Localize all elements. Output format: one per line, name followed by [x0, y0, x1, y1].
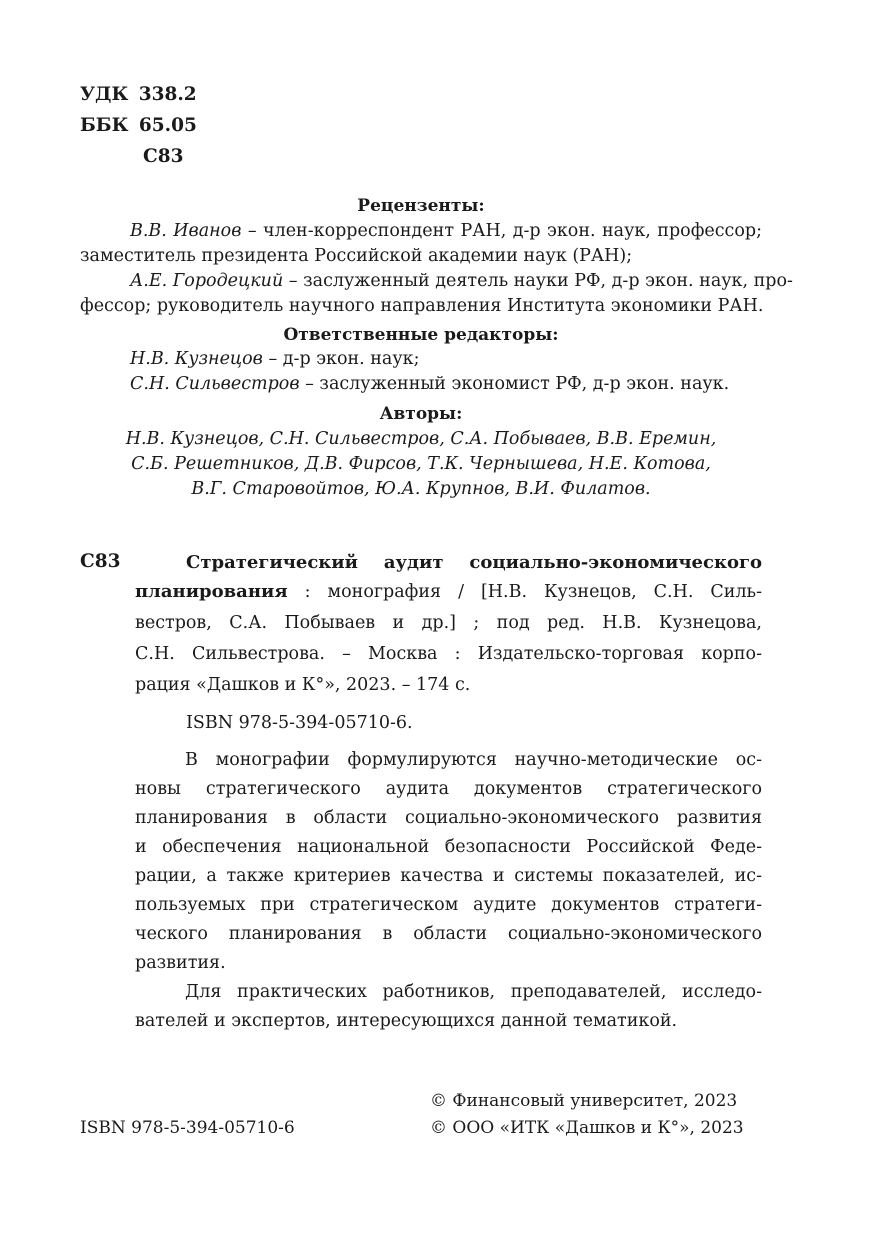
bbk-label: ББК: [80, 115, 129, 136]
footer-isbn: ISBN 978-5-394-05710-6: [80, 1118, 295, 1138]
entry-title-line-2: планирования: [135, 581, 288, 602]
entry-line-3: вестров, С.А. Побываев и др.] ; под ред. Н.В. Кузнецова,: [135, 613, 762, 633]
editor-2: С.Н. Сильвестров – заслуженный экономист РФ, д-р экон. наук.: [130, 374, 730, 394]
annotation-p1-line-4: и обеспечения национальной безопасности Российской Феде-: [135, 837, 762, 857]
editor-2-name: С.Н. Сильвестров: [130, 374, 300, 394]
annotation-p1-line-7: ческого планирования в области социально-экономического: [135, 924, 762, 944]
copyright-publisher: © ООО «ИТК «Дашков и К°», 2023: [430, 1118, 744, 1138]
annotation-p2-line-1: Для практических работников, преподавателей, исследо-: [185, 982, 762, 1002]
editors-heading: Ответственные редакторы:: [283, 325, 559, 345]
entry-line-4: С.Н. Сильвестрова. – Москва : Издательско-торговая корпо-: [135, 644, 762, 664]
entry-mark: С83: [80, 551, 121, 572]
reviewer-1-name: В.В. Иванов: [130, 221, 242, 241]
annotation-p1-line-3: планирования в области социально-экономического развития: [135, 808, 762, 828]
entry-title-line-1: Стратегический аудит социально-экономического: [186, 552, 762, 573]
copyright-university: © Финансовый университет, 2023: [430, 1091, 738, 1111]
author-mark: С83: [143, 146, 184, 167]
annotation-p1-line-1: В монографии формулируются научно-методические ос-: [185, 750, 762, 770]
reviewer-2-line-1: А.Е. Городецкий – заслуженный деятель науки РФ, д-р экон. наук, про-: [130, 271, 793, 291]
annotation-p1-line-5: рации, а также критериев качества и системы показателей, ис-: [135, 866, 762, 886]
reviewers-heading: Рецензенты:: [357, 196, 485, 216]
editor-1-name: Н.В. Кузнецов: [130, 349, 263, 369]
authors-line-3: В.Г. Старовойтов, Ю.А. Крупнов, В.И. Филатов.: [191, 479, 651, 499]
reviewer-2-name: А.Е. Городецкий: [130, 271, 284, 291]
annotation-p1-line-2: новы стратегического аудита документов стратегического: [135, 779, 762, 799]
authors-heading: Авторы:: [379, 404, 463, 424]
reviewer-1-line-1: В.В. Иванов – член-корреспондент РАН, д-р экон. наук, профессор;: [130, 221, 762, 241]
entry-isbn: ISBN 978-5-394-05710-6.: [186, 713, 413, 733]
reviewer-1-line-2: заместитель президента Российской академии наук (РАН);: [80, 246, 633, 266]
annotation-p2-line-2: вателей и экспертов, интересующихся данной тематикой.: [135, 1011, 678, 1031]
udk-line: [80, 84, 197, 105]
bbk-line: [80, 115, 197, 136]
annotation-p1-line-8: развития.: [135, 953, 226, 973]
udk-value: 338.2: [138, 84, 197, 105]
reviewer-2-line-2: фессор; руководитель научного направления Института экономики РАН.: [80, 296, 764, 316]
bbk-value: 65.05: [138, 115, 197, 136]
annotation-p1-line-6: пользуемых при стратегическом аудите документов стратеги-: [135, 895, 762, 915]
entry-line-5: рация «Дашков и К°», 2023. – 174 с.: [135, 675, 471, 695]
authors-line-1: Н.В. Кузнецов, С.Н. Сильвестров, С.А. Побываев, В.В. Еремин,: [125, 429, 717, 449]
editor-1: Н.В. Кузнецов – д-р экон. наук;: [130, 349, 420, 369]
entry-line-2: планирования : монография / [Н.В. Кузнецов, С.Н. Силь-: [135, 581, 762, 602]
authors-line-2: С.Б. Решетников, Д.В. Фирсов, Т.К. Чернышева, Н.Е. Котова,: [131, 454, 711, 474]
udk-label: УДК: [80, 84, 129, 105]
